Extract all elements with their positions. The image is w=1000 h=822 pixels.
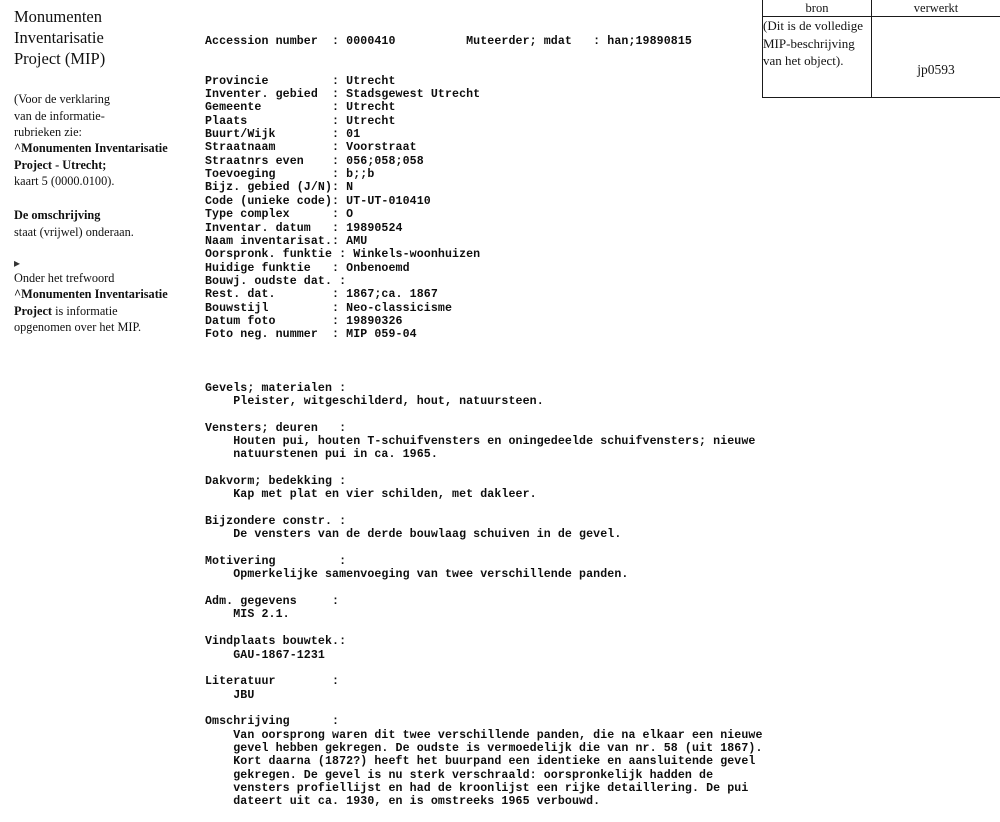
section-label: Omschrijving : [205, 715, 765, 728]
page-title-line-2: Inventarisatie [14, 27, 186, 48]
explanation-block-1-card: kaart 5 (0000.0100). [14, 173, 186, 189]
section-text-line: Van oorsprong waren dit twee verschillende panden, die na elkaar een nieuwe [205, 729, 765, 742]
section-text-line: dateert uit ca. 1930, en is omstreeks 1965 verbouwd. [205, 795, 765, 808]
record-field-line: Straatnrs even : 056;058;058 [205, 155, 765, 168]
section-text-line: gekregen. De gevel is nu sterk verschraald: oorspronkelijk hadden de [205, 769, 765, 782]
explanation-block-3-tail-2: opgenomen over het MIP. [14, 319, 186, 335]
section-text-line: natuurstenen pui in ca. 1965. [205, 448, 765, 461]
section-text-line: De vensters van de derde bouwlaag schuiven in de gevel. [205, 528, 765, 541]
source-processed-table [762, 0, 1000, 98]
record-field-line: Straatnaam : Voorstraat [205, 141, 765, 154]
left-explanation-column [14, 6, 186, 335]
section-text-line: Kort daarna (1872?) heeft het buurpand een identieke en aansluitende gevel [205, 755, 765, 768]
record-field-line: Bijz. gebied (J/N): N [205, 181, 765, 194]
record-field-line: Gemeente : Utrecht [205, 101, 765, 114]
page-title-line-3: Project (MIP) [14, 48, 186, 69]
table-row [763, 17, 1000, 98]
record-field-line: Bouwj. oudste dat. : [205, 275, 765, 288]
explanation-block-3-intro: Onder het trefwoord [14, 270, 186, 286]
section-spacer [205, 542, 765, 555]
record-field-line: Naam inventarisat.: AMU [205, 235, 765, 248]
processed-value: jp0593 [872, 17, 1000, 78]
section-spacer [205, 502, 765, 515]
explanation-block-2-text: staat (vrijwel) onderaan. [14, 224, 186, 240]
record-field-line: Rest. dat. : 1867;ca. 1867 [205, 288, 765, 301]
section-text-line: MIS 2.1. [205, 608, 765, 621]
record-fields [205, 75, 765, 342]
record-field-line: Foto neg. nummer : MIP 059-04 [205, 328, 765, 341]
explanation-block-2 [14, 207, 186, 240]
section-text-line: JBU [205, 689, 765, 702]
table-header-row [763, 0, 1000, 17]
section-spacer [205, 702, 765, 715]
section-label: Vindplaats bouwtek.: [205, 635, 765, 648]
section-spacer [205, 662, 765, 675]
explanation-block-3-tail-1: is informatie [52, 304, 118, 318]
record-field-line: Plaats : Utrecht [205, 115, 765, 128]
section-label: Adm. gegevens : [205, 595, 765, 608]
explanation-block-1-line-3: rubrieken zie: [14, 124, 186, 140]
explanation-block-3 [14, 270, 186, 335]
mip-record-body [205, 8, 765, 822]
explanation-block-3-ref-2: Project [14, 304, 52, 318]
section-label: Bijzondere constr. : [205, 515, 765, 528]
source-note-line-2: MIP-beschrijving [763, 35, 871, 53]
section-label: Dakvorm; bedekking : [205, 475, 765, 488]
section-label: Motivering : [205, 555, 765, 568]
section-label: Gevels; materialen : [205, 382, 765, 395]
section-text-line: Pleister, witgeschilderd, hout, natuursteen. [205, 395, 765, 408]
source-note-cell [763, 17, 872, 98]
explanation-block-1-line-1: (Voor de verklaring [14, 91, 186, 107]
record-field-line: Buurt/Wijk : 01 [205, 128, 765, 141]
explanation-block-1-ref-1: ^Monumenten Inventarisatie [14, 140, 186, 156]
section-text-line: Houten pui, houten T-schuifvensters en oningedeelde schuifvensters; nieuwe [205, 435, 765, 448]
record-field-line: Inventer. gebied : Stadsgewest Utrecht [205, 88, 765, 101]
section-spacer [205, 462, 765, 475]
section-label: Literatuur : [205, 675, 765, 688]
record-field-line: Type complex : O [205, 208, 765, 221]
record-header-line: Accession number : 0000410 Muteerder; mdat : han;19890815 [205, 35, 765, 48]
section-spacer [205, 408, 765, 421]
record-field-line: Huidige funktie : Onbenoemd [205, 262, 765, 275]
record-field-line: Code (unieke code): UT-UT-010410 [205, 195, 765, 208]
section-text-line: GAU-1867-1231 [205, 649, 765, 662]
margin-arrow-marker: ▸ [14, 256, 20, 271]
column-divider [196, 0, 197, 649]
section-text-line: Opmerkelijke samenvoeging van twee verschillende panden. [205, 568, 765, 581]
record-field-line: Bouwstijl : Neo-classicisme [205, 302, 765, 315]
page-title [14, 6, 186, 69]
source-note-line-3: van het object). [763, 52, 871, 70]
section-spacer [205, 368, 765, 381]
section-spacer [205, 582, 765, 595]
record-field-line: Oorspronk. funktie : Winkels-woonhuizen [205, 248, 765, 261]
page-title-line-1: Monumenten [14, 6, 186, 27]
explanation-block-3-ref-2-line [14, 303, 186, 319]
explanation-block-3-ref-1: ^Monumenten Inventarisatie [14, 286, 186, 302]
section-label: Vensters; deuren : [205, 422, 765, 435]
explanation-block-1 [14, 91, 186, 189]
record-field-line: Inventar. datum : 19890524 [205, 222, 765, 235]
record-field-line: Toevoeging : b;;b [205, 168, 765, 181]
section-text-line: gevel hebben gekregen. De oudste is vermoedelijk die van nr. 58 (uit 1867). [205, 742, 765, 755]
record-field-line: Datum foto : 19890326 [205, 315, 765, 328]
column-header-bron: bron [763, 0, 872, 17]
record-field-line: Provincie : Utrecht [205, 75, 765, 88]
section-spacer [205, 622, 765, 635]
section-text-line: vensters profiellijst en had de kroonlijst een rijke detaillering. De pui [205, 782, 765, 795]
explanation-block-1-line-2: van de informatie- [14, 108, 186, 124]
explanation-block-1-ref-2: Project - Utrecht; [14, 157, 186, 173]
processed-value-cell [872, 17, 1000, 98]
explanation-block-2-heading: De omschrijving [14, 207, 186, 223]
section-text-line: Kap met plat en vier schilden, met dakleer. [205, 488, 765, 501]
record-sections [205, 368, 765, 808]
source-note-line-1: (Dit is de volledige [763, 17, 871, 35]
column-header-verwerkt: verwerkt [872, 0, 1000, 17]
